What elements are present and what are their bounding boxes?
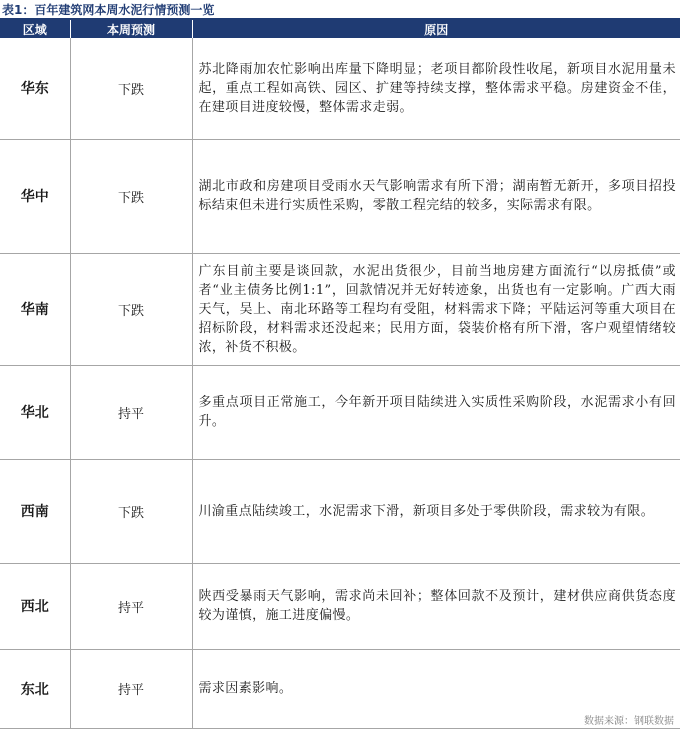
data-source-note: 数据来源：钢联数据 — [584, 716, 674, 727]
forecast-cell: 持平 — [70, 365, 192, 459]
table-row — [0, 563, 680, 649]
header-reason: 原因 — [192, 20, 680, 38]
table-row — [0, 365, 680, 459]
forecast-cell: 下跌 — [70, 459, 192, 563]
table-caption: 表1：百年建筑网本周水泥行情预测一览 — [2, 3, 215, 17]
forecast-cell: 下跌 — [70, 139, 192, 253]
forecast-cell: 持平 — [70, 649, 192, 728]
header-region: 区域 — [0, 20, 70, 38]
region-cell: 东北 — [0, 649, 70, 728]
forecast-cell: 下跌 — [70, 38, 192, 139]
reason-cell: 需求因素影响。 — [192, 649, 680, 728]
reason-cell: 广东目前主要是谈回款，水泥出货很少，目前当地房建方面流行“以房抵债”或者“业主债务比例1:1”，回款情况并无好转迹象，出货也有一定影响。广西大雨天气，吴上、南北环路等工程均有受阻，材料需求下降；平陆运河等重大项目在招标阶段，材料需求还没起来；民用方面，袋装价格有所下滑，客户观望情绪较浓，补货不积极。 — [192, 253, 680, 365]
reason-cell: 川渝重点陆续竣工，水泥需求下滑，新项目多处于零供阶段，需求较为有限。 — [192, 459, 680, 563]
table-row — [0, 649, 680, 728]
region-cell: 华东 — [0, 38, 70, 139]
forecast-table — [0, 20, 680, 729]
forecast-cell: 下跌 — [70, 253, 192, 365]
reason-cell: 陕西受暴雨天气影响，需求尚未回补；整体回款不及预计，建材供应商供货态度较为谨慎，施工进度偏慢。 — [192, 563, 680, 649]
reason-cell: 苏北降雨加农忙影响出库量下降明显；老项目都阶段性收尾，新项目水泥用量未起，重点工程如高铁、园区、扩建等持续支撑，整体需求平稳。房建资金不佳，在建项目进度较慢，整体需求走弱。 — [192, 38, 680, 139]
header-forecast: 本周预测 — [70, 20, 192, 38]
reason-cell: 湖北市政和房建项目受雨水天气影响需求有所下滑；湖南暂无新开，多项目招投标结束但未进行实质性采购，零散工程完结的较多，实际需求有限。 — [192, 139, 680, 253]
region-cell: 华南 — [0, 253, 70, 365]
region-cell: 华中 — [0, 139, 70, 253]
table-row — [0, 459, 680, 563]
table-row — [0, 139, 680, 253]
table-row — [0, 38, 680, 139]
region-cell: 华北 — [0, 365, 70, 459]
table-header-row — [0, 20, 680, 38]
table-row — [0, 253, 680, 365]
region-cell: 西南 — [0, 459, 70, 563]
reason-cell: 多重点项目正常施工，今年新开项目陆续进入实质性采购阶段，水泥需求小有回升。 — [192, 365, 680, 459]
region-cell: 西北 — [0, 563, 70, 649]
forecast-cell: 持平 — [70, 563, 192, 649]
